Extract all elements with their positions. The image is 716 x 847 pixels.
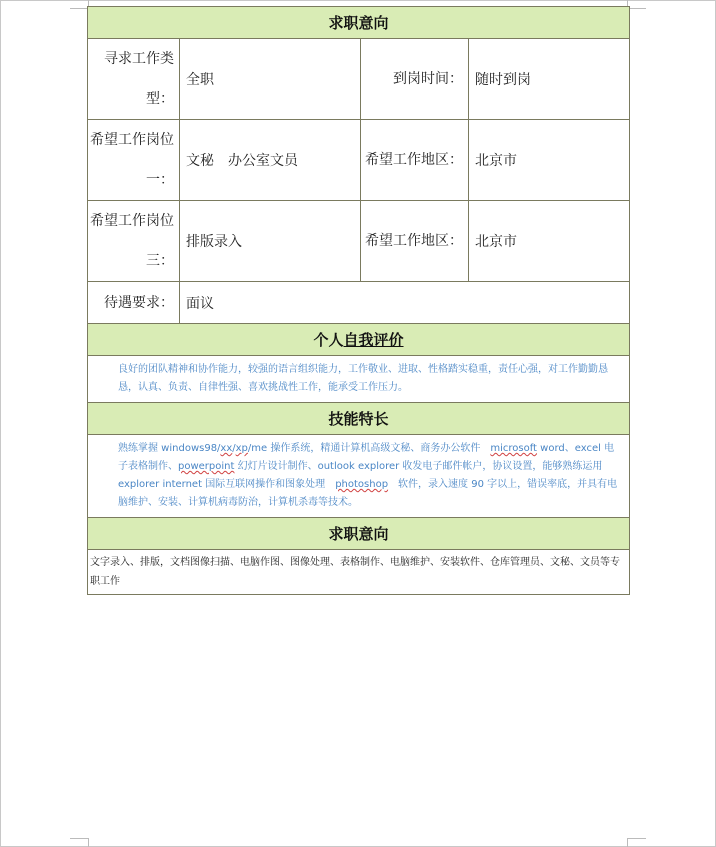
position-1-value: 文秘 办公室文员 (180, 120, 361, 201)
skills-seg: 软件，录入速度 90 字以上，错误率底，并具有电脑维护、安装、计算机病毒防治，计算机杀毒等技术。 (118, 479, 618, 508)
skills-seg: 熟练掌握 windows98/ (118, 443, 221, 454)
skills-seg-misspelled: xp (235, 443, 248, 454)
skills-seg: /me 操作系统，精通计算机高级文秘、商务办公软件 (247, 443, 491, 454)
skills-seg: word、excel 电子表格制作、 (118, 443, 615, 472)
self-evaluation-text: 良好的团队精神和协作能力，较强的语言组织能力，工作敬业、进取、性格踏实稳重，责任心强，对工作勤勤恳恳，认真、负责、自律性强、喜欢挑战性工作，能承受工作压力。 (88, 356, 630, 403)
position-3-label: 希望工作岗位三： (88, 201, 180, 282)
job-type-label: 寻求工作类型： (88, 39, 180, 120)
area-1-value: 北京市 (469, 120, 630, 201)
section-title-part1: 个人 (313, 331, 344, 349)
arrival-time-label: 到岗时间： (361, 39, 469, 120)
skills-seg: / (232, 443, 236, 454)
section-title: 技能特长 (328, 410, 389, 428)
arrival-time-value: 随时到岗 (469, 39, 630, 120)
position-3-value: 排版录入 (180, 201, 361, 282)
skills-seg-misspelled: microsoft (490, 443, 537, 454)
section-header-job-intent (88, 7, 630, 39)
skills-text (88, 435, 630, 518)
section-title-part2: 自我评价 (343, 331, 404, 349)
section-title: 求职意向 (328, 525, 389, 543)
skills-seg-misspelled: xx (220, 443, 233, 454)
salary-label: 待遇要求： (88, 282, 180, 324)
resume-table (87, 6, 630, 595)
skills-seg: 幻灯片设计制作、outlook explorer 收发电子邮件帐户，协议设置，能够熟练运用 explorer internet 国际互联网操作和图象处理 (118, 461, 613, 490)
section-header-job-intent-2 (88, 518, 630, 550)
position-1-label: 希望工作岗位一： (88, 120, 180, 201)
area-1-label: 希望工作地区： (361, 120, 469, 201)
job-intent-2-text: 文字录入、排版，文档图像扫描、电脑作图、图像处理、表格制作、电脑维护、安装软件、仓库管理员、文秘、文员等专职工作 (88, 550, 630, 595)
crop-mark-bottom-left (70, 838, 89, 847)
section-header-skills (88, 403, 630, 435)
area-3-value: 北京市 (469, 201, 630, 282)
area-3-label: 希望工作地区： (361, 201, 469, 282)
section-header-self-evaluation (88, 324, 630, 356)
job-type-value: 全职 (180, 39, 361, 120)
skills-seg-misspelled: powerpoint (178, 461, 235, 472)
crop-mark-bottom-right (627, 838, 646, 847)
skills-seg-misspelled: photoshop (335, 479, 389, 490)
section-title: 求职意向 (328, 14, 389, 32)
salary-value: 面议 (180, 282, 630, 324)
